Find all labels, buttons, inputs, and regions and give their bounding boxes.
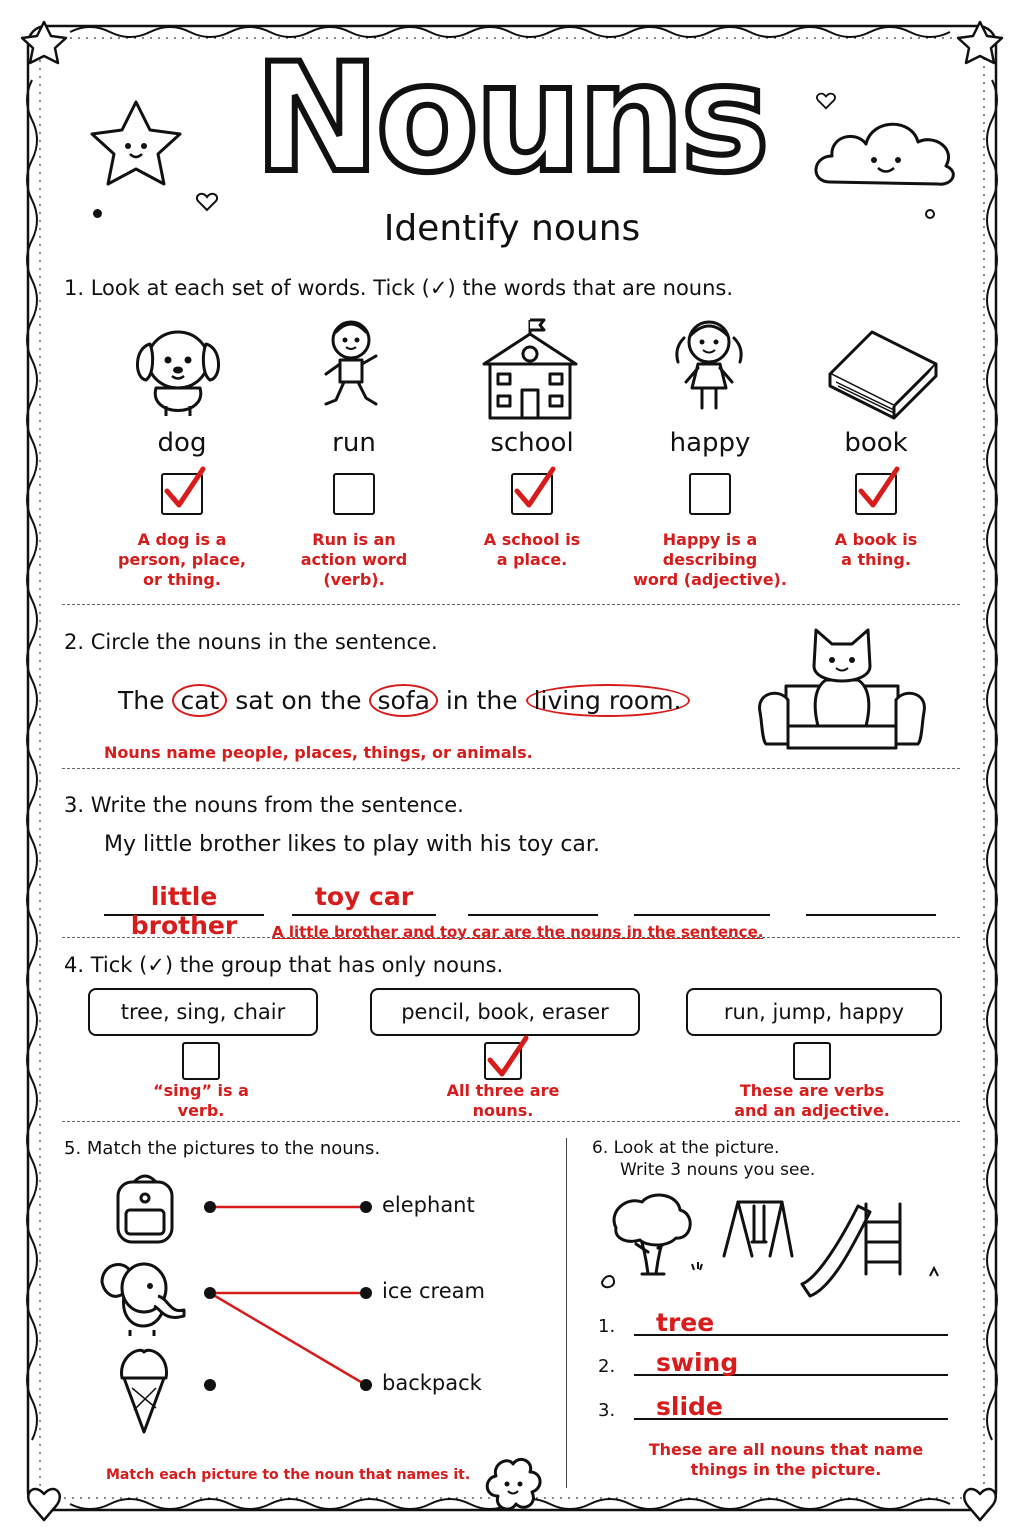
- q1-word-dog: dog: [157, 428, 207, 458]
- q4-group-option: run, jump, happy: [686, 988, 942, 1036]
- match-line: [210, 1293, 366, 1385]
- q2-prompt: 2. Circle the nouns in the sentence.: [64, 630, 438, 654]
- q4-group-option: pencil, book, eraser: [370, 988, 640, 1036]
- q1-note-book: A book is a thing.: [834, 530, 918, 569]
- q3-answer-blank[interactable]: toy car: [292, 882, 436, 916]
- q4-note: “sing” is a verb.: [153, 1081, 249, 1120]
- q1-note-happy: Happy is a describing word (adjective).: [633, 530, 787, 589]
- q1-note-school: A school is a place.: [483, 530, 581, 569]
- q6-number: 1.: [598, 1316, 616, 1337]
- q6-note: These are all nouns that name things in the picture.: [648, 1440, 924, 1479]
- smiling-flower-icon: [480, 1456, 546, 1516]
- circled-noun-living-room[interactable]: living room.: [526, 684, 690, 717]
- q1-note-run: Run is an action word (verb).: [300, 530, 408, 589]
- circled-noun-cat[interactable]: cat: [172, 684, 227, 717]
- playground-icon: [596, 1192, 956, 1304]
- q5-note: Match each picture to the noun that names it.: [106, 1467, 471, 1483]
- picture-dot[interactable]: [204, 1287, 216, 1299]
- noun-dot[interactable]: [360, 1201, 372, 1213]
- q1-note-dog: A dog is a person, place, or thing.: [118, 530, 246, 589]
- q6-number: 3.: [598, 1400, 616, 1421]
- page-subtitle: Identify nouns: [383, 208, 641, 249]
- q1-prompt: 1. Look at each set of words. Tick (✓) the words that are nouns.: [64, 276, 734, 300]
- match-noun-ice-cream: ice cream: [382, 1279, 485, 1303]
- picture-dot[interactable]: [204, 1379, 216, 1391]
- circled-noun-sofa[interactable]: sofa: [369, 684, 437, 717]
- sentence-word: in the: [445, 686, 518, 715]
- q1-word-book: book: [844, 428, 908, 458]
- q3-prompt: 3. Write the nouns from the sentence.: [64, 793, 464, 817]
- q6-answer-line[interactable]: tree: [634, 1308, 948, 1336]
- sentence-word: sat on the: [235, 686, 362, 715]
- q3-note: A little brother and toy car are the nouns in the sentence.: [272, 923, 764, 941]
- q3-answer-blank[interactable]: little brother: [104, 882, 264, 916]
- match-noun-backpack: backpack: [382, 1371, 482, 1395]
- picture-dot[interactable]: [204, 1201, 216, 1213]
- q4-prompt: 4. Tick (✓) the group that has only nouns.: [64, 953, 504, 977]
- q1-word-run: run: [332, 428, 376, 458]
- q6-prompt-line2: Write 3 nouns you see.: [620, 1160, 816, 1180]
- q1-word-happy: happy: [669, 428, 751, 458]
- q2-note: Nouns name people, places, things, or animals.: [104, 743, 533, 762]
- q5-prompt: 5. Match the pictures to the nouns.: [64, 1138, 381, 1159]
- q4-note: All three are nouns.: [446, 1081, 560, 1120]
- q6-prompt-line1: 6. Look at the picture.: [592, 1138, 780, 1158]
- q6-answer-line[interactable]: swing: [634, 1348, 948, 1376]
- q6-number: 2.: [598, 1356, 616, 1377]
- q4-note: These are verbs and an adjective.: [734, 1081, 890, 1120]
- noun-dot[interactable]: [360, 1287, 372, 1299]
- q1-word-school: school: [490, 428, 574, 458]
- noun-dot[interactable]: [360, 1379, 372, 1391]
- q6-answer-line[interactable]: slide: [634, 1392, 948, 1420]
- q3-sentence: My little brother likes to play with his toy car.: [104, 832, 600, 857]
- match-noun-elephant: elephant: [382, 1193, 475, 1217]
- q4-group-option: tree, sing, chair: [88, 988, 318, 1036]
- sentence-word: The: [118, 686, 165, 715]
- page-title: Nouns: [254, 32, 766, 206]
